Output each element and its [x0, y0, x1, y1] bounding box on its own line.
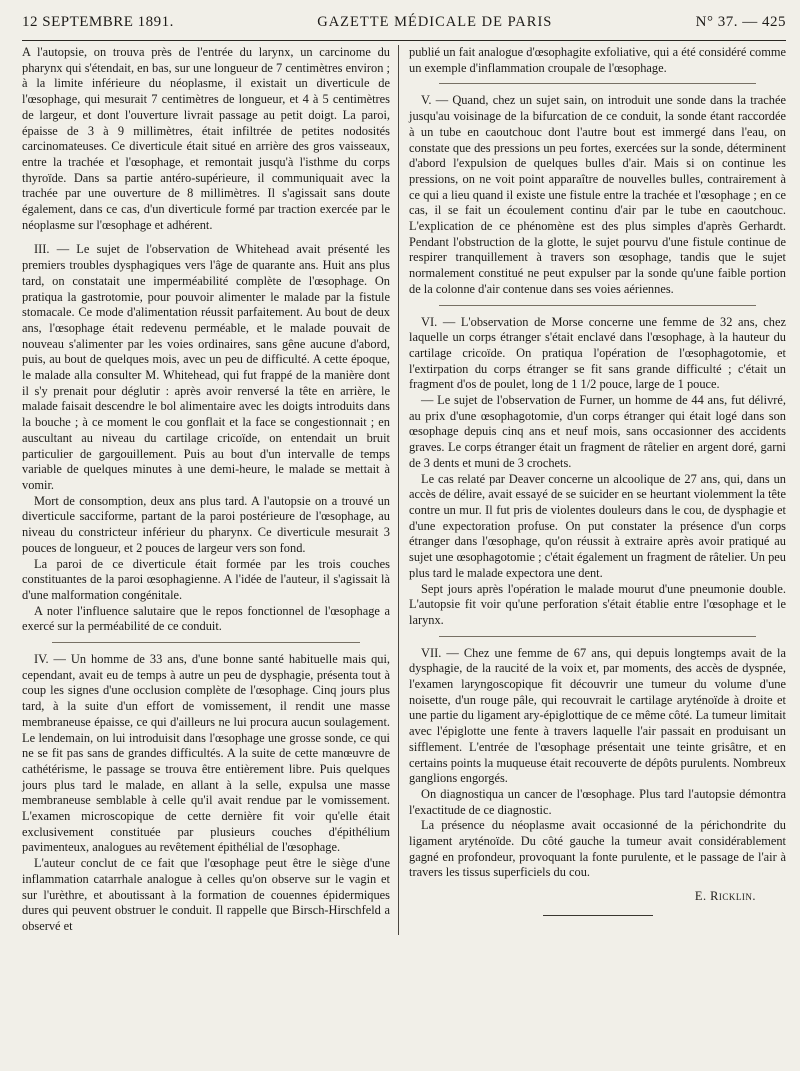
end-rule: [543, 915, 653, 916]
journal-title: GAZETTE MÉDICALE DE PARIS: [317, 14, 553, 30]
section-divider: [439, 305, 756, 306]
paragraph-section-v: V. — Quand, chez un sujet sain, on introduit une sonde dans la trachée jusqu'au voisinage de la bifurcation de ce conduit, la sonde étant raccordée à un tube en caoutchouc dont l'autre bout est immergé dans l'eau, on constate que des pressions un peu fortes, exercées sur la sonde, déterminent d'abord l'expulsion de quelques bulles d'air. Mais si on continue les pressions, on ne voit point apparaître de nouvelles bulles, contrairement à ce qui a lieu quand il existe une fistule entre la trachée et l'œsophage ; en ce cas, il se fait un écoulement continu d'air par le tube en caoutchouc. L'explication de ce phénomène est des plus simples d'après Gerhardt. Pendant l'obstruction de la glotte, le sujet pourvu d'une fistule continue de respirer tranquillement à travers son œsophage, tandis que le sujet normalement constitué ne peut expulser par la sonde qu'une faible portion de la colonne d'air contenue dans ses voies aériennes.: [409, 93, 786, 296]
text-columns: [22, 45, 786, 935]
paragraph: A l'autopsie, on trouva près de l'entrée du larynx, un carcinome du pharynx qui s'étendait, en bas, sur une longueur de 7 centimètres environ ; à la limite inférieure du néoplasme, il existait un diverticule de l'œsophage, qui mesurait 7 centimètres de longueur, et 4 à 5 centimètres de largeur, et dont l'ouverture livrait passage au petit doigt. La paroi, épaisse de 3 à 9 millimètres, était infiltrée de petites nodosités carcinomateuses. Ce diverticule était situé en arrière des gros vaisseaux, entre la trachée et l'œsophage, et remontait jusqu'à l'isthme du corps thyroïde. Dans sa partie antéro-supérieure, il communiquait avec la trachée par une ouverture de 8 millimètres. Il s'agissait sans doute également, dans ce cas, d'un diverticule formé par traction exercée par le néoplasme sur l'œsophage et adhérent.: [22, 45, 390, 232]
section-divider: [439, 83, 756, 84]
paragraph-section-vi: VI. — L'observation de Morse concerne une femme de 32 ans, chez laquelle un corps étranger s'était enclavé dans l'œsophage, à la hauteur du cartilage cricoïde. On pratiqua l'opération de l'œsophagotomie, et l'extirpation du corps étranger se fit sans grande difficulté ; c'était un fragment d'os de poulet, long de 1 1/2 pouce, large de 1 pouce.: [409, 314, 786, 392]
paragraph-section-iv: IV. — Un homme de 33 ans, d'une bonne santé habituelle mais qui, cependant, avait eu de temps à autre un peu de dysphagie, présenta tout à coup les signes d'une occlusion complète de l'œsophage. Cinq jours plus tard, à la suite d'un effort de vomissement, il rendit une masse membraneuse épaisse, ce qui d'ailleurs ne lui procura aucun soulagement. Le lendemain, on lui introduisit dans l'œsophage une grosse sonde, ce qui ne se fit pas sans de grandes difficultés. A la suite de cette manœuvre de cathétérisme, le passage se trouva être entièrement libre. Puis quelques jours plus tard le malade, en allant à la selle, expulsa une masse membraneuse semblable à celle qu'il avait rendue par le vomissement. L'examen microscopique de cette dernière fit voir qu'elle était exclusivement constituée par plusieurs couches d'épithélium pavimenteux, analogues au revêtement épithélial de l'œsophage.: [22, 652, 390, 855]
left-column: [22, 45, 398, 935]
author-signature: E. Ricklin.: [694, 889, 756, 904]
paragraph: Sept jours après l'opération le malade mourut d'une pneumonie double. L'autopsie fit voir qu'une perforation s'était établie entre l'œsophage et le larynx.: [409, 581, 786, 627]
right-column: [398, 45, 786, 935]
running-head: [22, 14, 786, 41]
paragraph-section-iii: III. — Le sujet de l'observation de Whitehead avait présenté les premiers troubles dysphagiques vers l'âge de quarante ans. Huit ans plus tard, on constatait une imperméabilité complète de l'œsophage. On pratiqua la gastrotomie, pour pouvoir alimenter le malade par la fistule stomacale. Ce mode d'alimentation réussit parfaitement. Au bout de deux ans, l'œsophage était redevenu perméable, et le malade pouvait de nouveau s'alimenter par les voies ordinaires, sans gêne aucune d'abord, puis, au bout de quelques mois, avec un peu de difficulté. A cette époque, le malade alla consulter M. Whitehead, qui fut frappé de la manière dont il s'y prenait pour déglutir : après avoir renversé la tête en arrière, le malade faisait descendre le bol alimentaire avec les doigts introduits dans la bouche ; à ce moment le cou gonflait et la face se congestionnait ; en auscultant au niveau du cartilage cricoïde, on entendait un bruit particulier de gargouillement. Puis au bout d'un intervalle de temps variable de quelques minutes à une demi-heure, le malade se mettait à vomir.: [22, 242, 390, 492]
paragraph: On diagnostiqua un cancer de l'œsophage. Plus tard l'autopsie démontra l'exactitude de ce diagnostic.: [409, 786, 786, 817]
paragraph: Le cas relaté par Deaver concerne un alcoolique de 27 ans, qui, dans un accès de délire, avait essayé de se suicider en se heurtant violemment la tête contre un mur. Il fut pris de violentes douleurs dans le cou, de dysphagie et d'une expectoration profuse. On put constater la présence d'un corps étranger dans l'œsophage, qu'on réussit à extraire après avoir pratiqué au sujet une œsophagotomie ; c'était également un fragment de râtelier. Un peu plus tard le malade expectora une dent.: [409, 471, 786, 580]
paragraph: A noter l'influence salutaire que le repos fonctionnel de l'œsophage a exercé sur la perméabilité de ce conduit.: [22, 603, 390, 634]
issue-page-number: N° 37. — 425: [695, 14, 786, 30]
paragraph: La présence du néoplasme avait occasionné de la périchondrite du ligament aryténoïde. Du côté gauche la tumeur avait considérablement gagné en profondeur, provoquant la fonte purulente, et le passage de l'air à travers les tissus superficiels du cou.: [409, 818, 786, 880]
paragraph: La paroi de ce diverticule était formée par les trois couches constituantes de la paroi œsophagienne. A l'idée de l'auteur, il s'agissait là d'une malformation congénitale.: [22, 556, 390, 602]
paragraph-section-vii: VII. — Chez une femme de 67 ans, qui depuis longtemps avait de la dysphagie, de la raucité de la voix et, par moments, des accès de dyspnée, l'examen laryngoscopique fit découvrir une tumeur du volume d'une noisette, d'un rouge pâle, qui recouvrait le cartilage aryténoïde à droite et une partie du ligament ary-épiglottique de ce même côté. La tumeur limitait avec l'épiglotte une fente à travers laquelle l'air passait en produisant un sifflement. L'entrée de l'œsophage présentait une teinte grisâtre, et en certains points la muqueuse était recouverte de dépôts purulents. Nombreux ganglions engorgés.: [409, 645, 786, 786]
paragraph: L'auteur conclut de ce fait que l'œsophage peut être le siège d'une inflammation catarrhale analogue à celles qu'on observe sur le vagin et sur l'urèthre, et aboutissant à la formation de couennes épidermiques dures qui peuvent obstruer le conduit. Il rappelle que Birsch-Hirschfeld a observé et: [22, 856, 390, 933]
section-divider: [52, 642, 360, 643]
paragraph: Mort de consomption, deux ans plus tard. A l'autopsie on a trouvé un diverticule sacciforme, partant de la paroi postérieure de l'œsophage, au niveau du constricteur inférieur du pharynx. Ce diverticule mesurait 3 pouces de longueur, et 2 pouces de largeur vers son fond.: [22, 493, 390, 555]
paragraph: publié un fait analogue d'œsophagite exfoliative, qui a été considéré comme un exemple d'inflammation croupale de l'œsophage.: [409, 45, 786, 75]
issue-date: 12 SEPTEMBRE 1891.: [22, 14, 174, 30]
section-divider: [439, 636, 756, 637]
paragraph: — Le sujet de l'observation de Furner, un homme de 44 ans, fut délivré, au prix d'une œsophagotomie, d'un corps étranger qui était logé dans son œsophage depuis cinq ans et neuf mois, sans occasionner des accidents graves. Le corps étranger était un fragment de râtelier en argent doré, garni de 3 dents et muni de 3 crochets.: [409, 393, 786, 470]
